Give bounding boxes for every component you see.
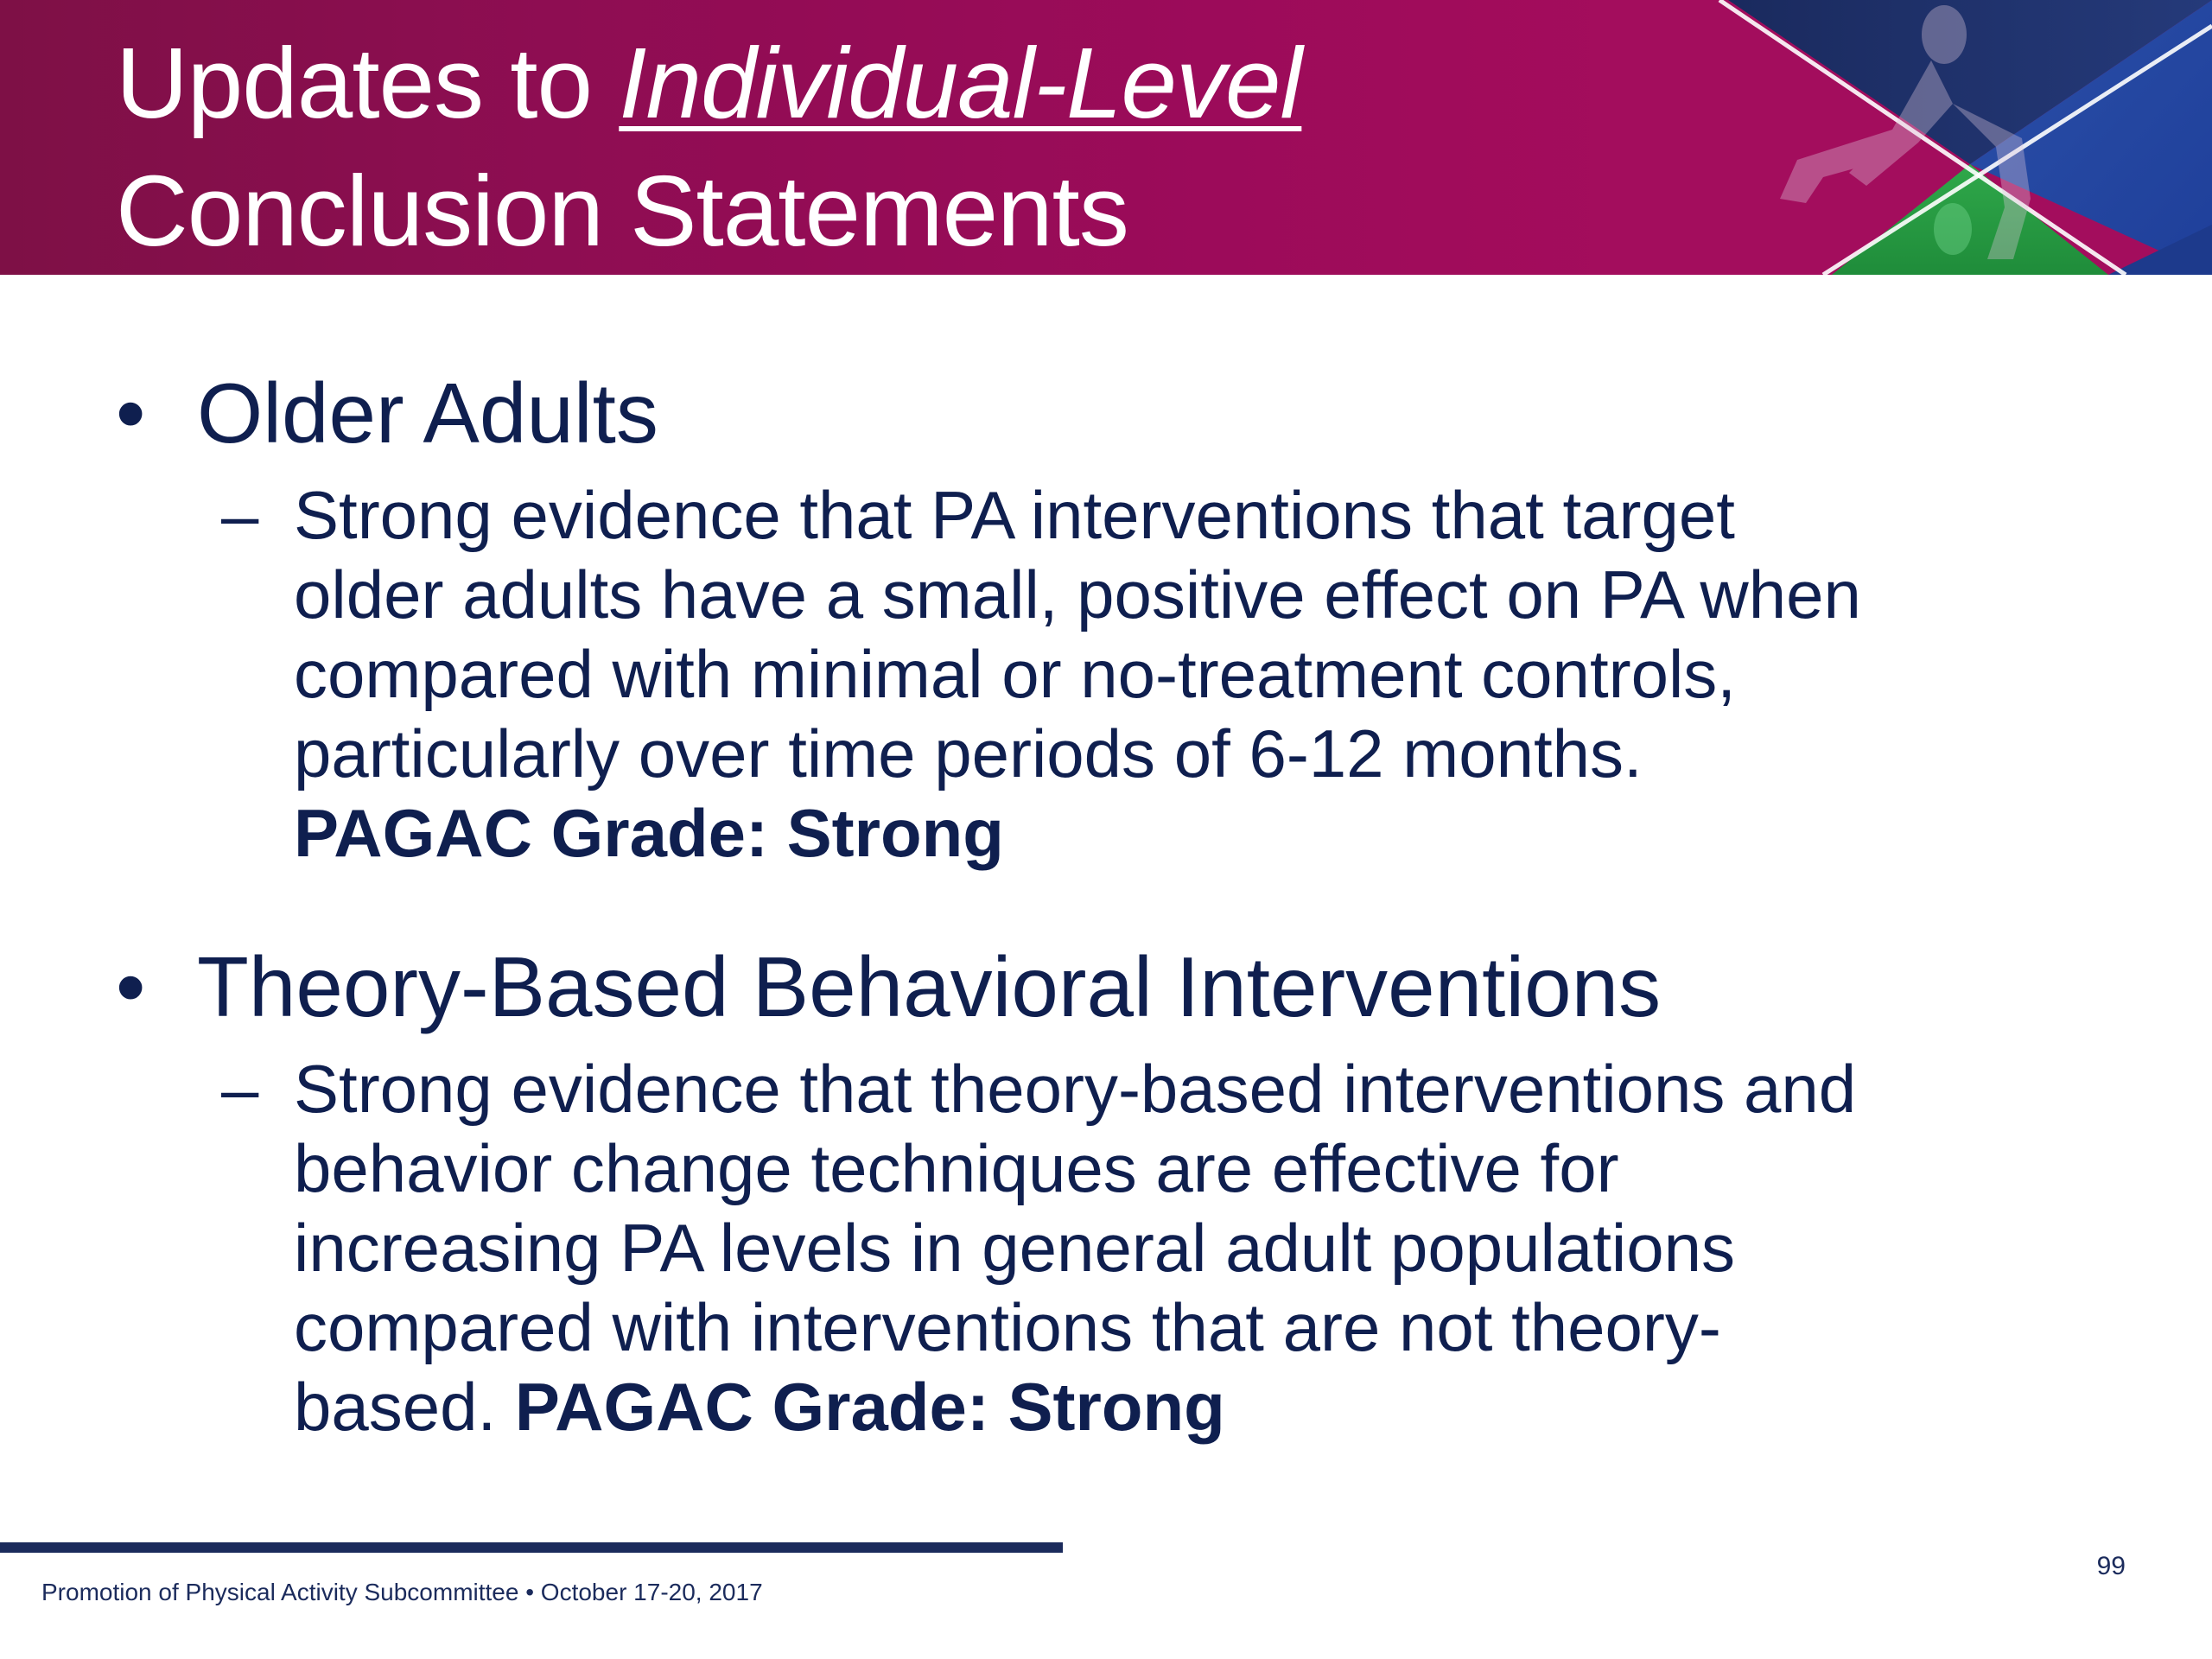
sub-line: older adults have a small, positive effect on PA when: [294, 556, 1861, 632]
grade-prefix: based.: [294, 1369, 515, 1445]
header-athlete-graphic-icon: [1590, 0, 2212, 275]
sub-line: particularly over time periods of 6-12 months.: [294, 715, 1643, 791]
bullet-dot-icon: •: [116, 939, 146, 1034]
grade-line: [294, 793, 2091, 873]
sub-line: increasing PA levels in general adult populations: [294, 1210, 1735, 1286]
sub-line: Strong evidence that theory-based interventions and: [294, 1051, 1857, 1127]
pagac-grade: PAGAC Grade: Strong: [294, 795, 1004, 871]
footer-text: Promotion of Physical Activity Subcommittee • October 17-20, 2017: [41, 1579, 763, 1605]
sub-dash-icon: –: [221, 1051, 259, 1127]
pagac-grade: PAGAC Grade: Strong: [514, 1369, 1225, 1445]
footer-divider: [0, 1542, 1063, 1553]
sub-line: compared with interventions that are not theory-: [294, 1289, 1721, 1365]
bullet-heading: Older Adults: [197, 365, 658, 461]
sub-item-body: [294, 475, 2091, 873]
slide-title: [116, 19, 1301, 275]
header-banner: [0, 0, 2212, 275]
grade-line: [294, 1367, 2091, 1446]
title-emphasis: Individual-Level: [619, 27, 1302, 139]
title-prefix: Updates to: [116, 27, 620, 139]
sub-line: behavior change techniques are effective for: [294, 1130, 1619, 1206]
bullet-dot-icon: •: [116, 365, 146, 461]
sub-line: Strong evidence that PA interventions that target: [294, 477, 1735, 553]
sub-item-body: [294, 1049, 2091, 1446]
bullet-heading: Theory-Based Behavioral Interventions: [197, 939, 1662, 1034]
sub-line: compared with minimal or no-treatment controls,: [294, 636, 1736, 712]
page-number: 99: [2096, 1552, 2126, 1580]
sub-dash-icon: –: [221, 477, 259, 553]
title-line-2: Conclusion Statements: [116, 155, 1128, 267]
